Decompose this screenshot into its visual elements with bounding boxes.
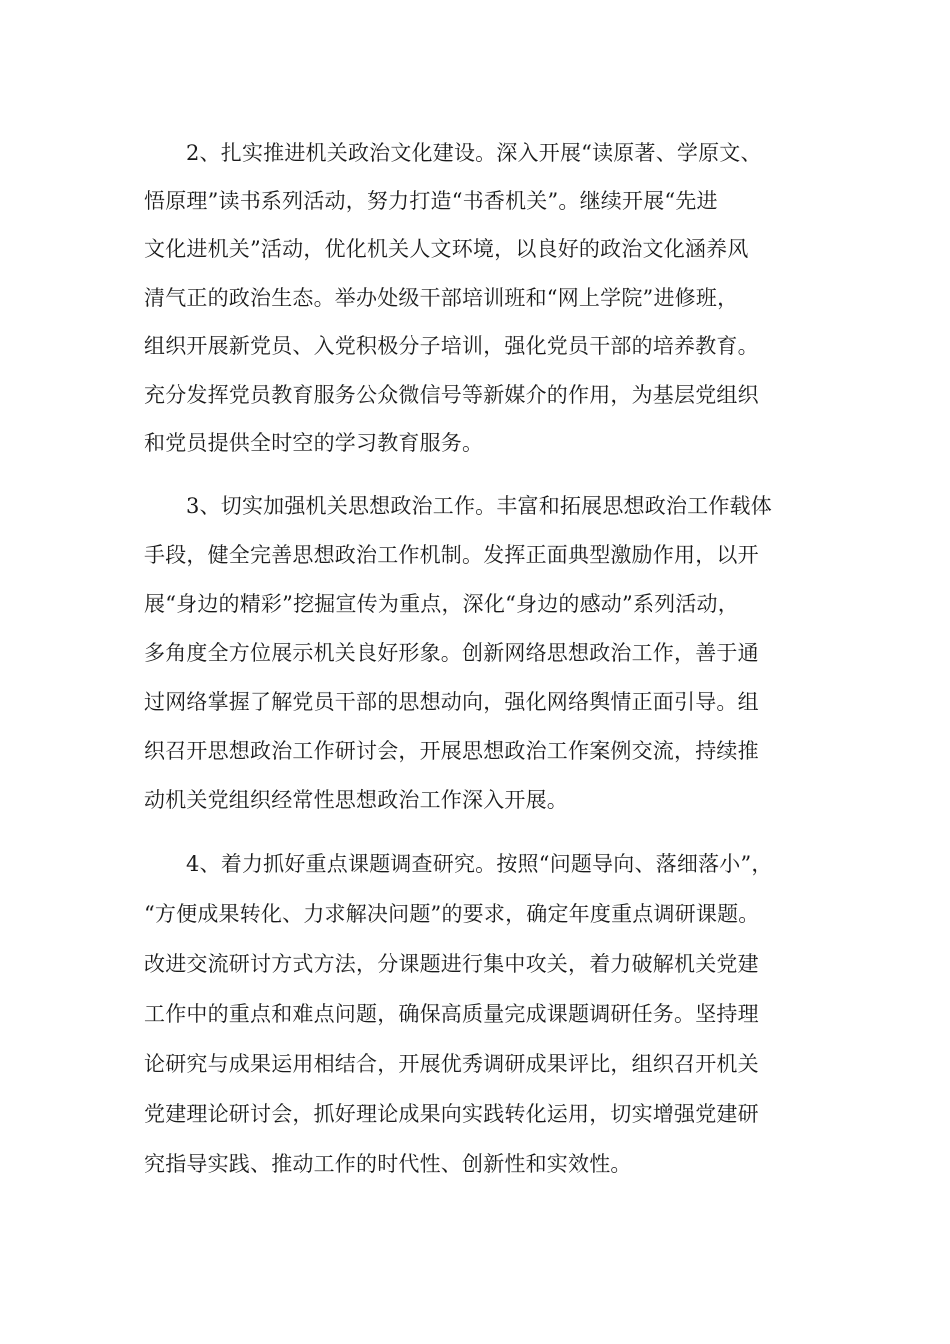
- paragraph-line: 充分发挥党员教育服务公众微信号等新媒介的作用，为基层党组织: [144, 383, 759, 407]
- paragraph-line: 组织开展新党员、入党积极分子培训，强化党员干部的培养教育。: [144, 334, 759, 358]
- paragraph-line: 3、切实加强机关思想政治工作。丰富和拓展思想政治工作载体: [186, 494, 772, 518]
- paragraph-line: 动机关党组织经常性思想政治工作深入开展。: [144, 788, 568, 812]
- paragraph-line: 党建理论研讨会，抓好理论成果向实践转化运用，切实增强党建研: [144, 1102, 759, 1126]
- paragraph-line: “方便成果转化、力求解决问题”的要求，确定年度重点调研课题。: [144, 902, 760, 926]
- paragraph-line: 手段，健全完善思想政治工作机制。发挥正面典型激励作用，以开: [144, 543, 759, 567]
- paragraph-line: 文化进机关”活动，优化机关人文环境，以良好的政治文化涵养风: [144, 237, 749, 261]
- paragraph-line: 展“身边的精彩”挖掘宣传为重点，深化“身边的感动”系列活动，: [144, 592, 739, 616]
- paragraph-line: 工作中的重点和难点问题，确保高质量完成课题调研任务。坚持理: [144, 1002, 759, 1026]
- paragraph-line: 和党员提供全时空的学习教育服务。: [144, 431, 484, 455]
- paragraph-line: 4、着力抓好重点课题调查研究。按照“问题导向、落细落小”，: [186, 852, 773, 876]
- paragraph-line: 改进交流研讨方式方法，分课题进行集中攻关，着力破解机关党建: [144, 952, 759, 976]
- paragraph-line: 悟原理”读书系列活动，努力打造“书香机关”。继续开展“先进: [144, 189, 718, 213]
- paragraph-line: 过网络掌握了解党员干部的思想动向，强化网络舆情正面引导。组: [144, 690, 759, 714]
- paragraph-line: 论研究与成果运用相结合，开展优秀调研成果评比，组织召开机关: [144, 1052, 759, 1076]
- paragraph-line: 2、扎实推进机关政治文化建设。深入开展“读原著、学原文、: [186, 141, 762, 165]
- paragraph-line: 织召开思想政治工作研讨会，开展思想政治工作案例交流，持续推: [144, 739, 759, 763]
- paragraph-line: 多角度全方位展示机关良好形象。创新网络思想政治工作，善于通: [144, 641, 759, 665]
- paragraph-line: 究指导实践、推动工作的时代性、创新性和实效性。: [144, 1152, 632, 1176]
- paragraph-line: 清气正的政治生态。举办处级干部培训班和“网上学院”进修班，: [144, 286, 739, 310]
